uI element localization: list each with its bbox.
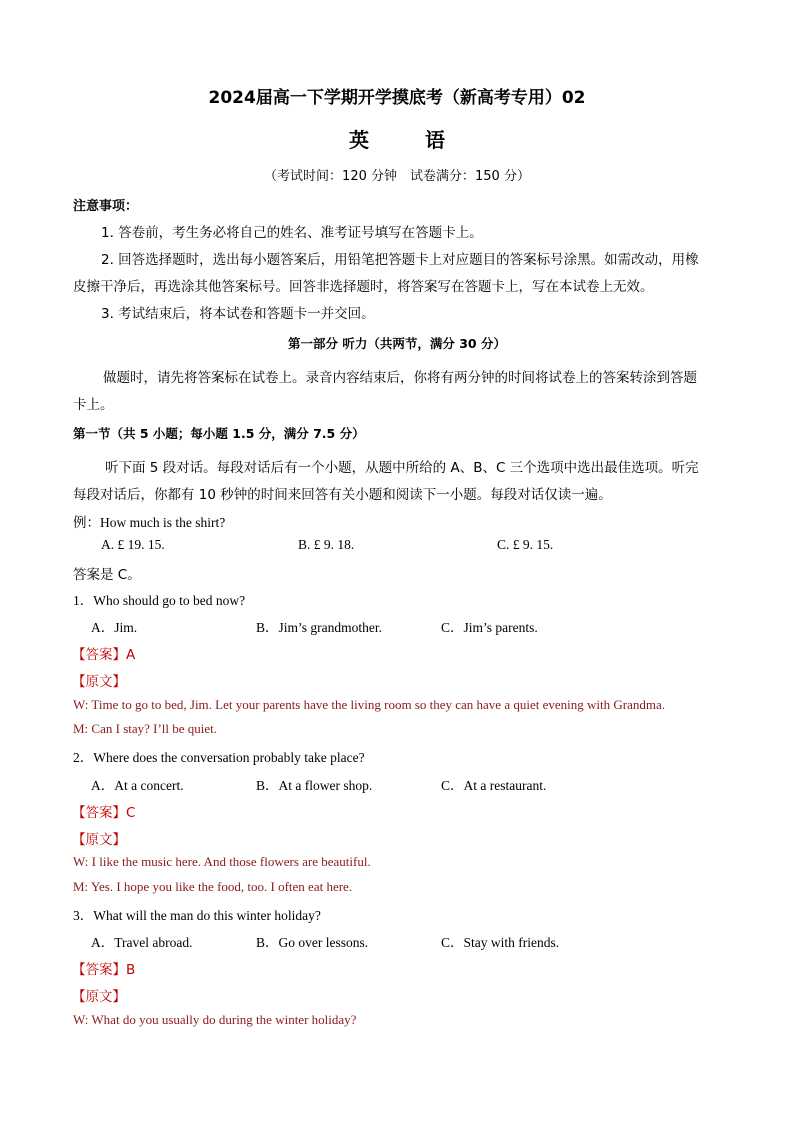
- question-1-transcript-m: M: Can I stay? I’ll be quiet.: [73, 721, 218, 736]
- question-2-transcript-m: M: Yes. I hope you like the food, too. I often eat here.: [73, 879, 353, 894]
- question-1-option-c: C．Jim’s parents.: [441, 620, 538, 635]
- question-1-answer: 【答案】A: [72, 647, 136, 663]
- question-3-answer: 【答案】B: [72, 962, 136, 978]
- subject-char-2: 语: [425, 128, 445, 152]
- part1-heading: 第一部分 听力（共两节，满分 30 分）: [288, 336, 506, 351]
- question-3-option-b: B．Go over lessons.: [256, 935, 369, 950]
- section1-instruction-a: 听下面 5 段对话。每段对话后有一个小题，从题中所给的 A、B、C 三个选项中选出最佳选项。听完: [105, 460, 699, 476]
- question-3-original-label: 【原文】: [72, 989, 126, 1005]
- question-1-option-a: A．Jim.: [91, 620, 138, 635]
- question-2-option-a: A．At a concert.: [91, 778, 184, 793]
- section1-heading: 第一节（共 5 小题；每小题 1.5 分，满分 7.5 分）: [73, 426, 365, 441]
- example-question: 例：How much is the shirt?: [73, 515, 226, 530]
- notice-item-2b: 皮擦干净后，再选涂其他答案标号。回答非选择题时，将答案写在答题卡上，写在本试卷上无效。: [73, 279, 654, 295]
- example-answer: 答案是 C。: [73, 567, 141, 583]
- notice-heading: 注意事项：: [73, 199, 139, 214]
- question-2-answer: 【答案】C: [72, 805, 136, 821]
- example-option-a: A. £ 19. 15.: [101, 537, 165, 552]
- part1-instruction-b: 卡上。: [73, 397, 114, 413]
- example-option-b: B. £ 9. 18.: [298, 537, 355, 552]
- exam-title: 2024届高一下学期开学摸底考（新高考专用）02: [208, 88, 586, 108]
- question-2-original-label: 【原文】: [72, 832, 126, 848]
- part1-instruction-a: 做题时，请先将答案标在试卷上。录音内容结束后，你将有两分钟的时间将试卷上的答案转涂到答题: [103, 370, 697, 386]
- section1-instruction-b: 每段对话后，你都有 10 秒钟的时间来回答有关小题和阅读下一小题。每段对话仅读一遍。: [73, 487, 612, 503]
- question-2-option-c: C．At a restaurant.: [441, 778, 547, 793]
- question-3-option-c: C．Stay with friends.: [441, 935, 560, 950]
- question-2-option-b: B．At a flower shop.: [256, 778, 373, 793]
- question-1-original-label: 【原文】: [72, 674, 126, 690]
- subject-char-1: 英: [349, 128, 369, 152]
- example-option-c: C. £ 9. 15.: [497, 537, 554, 552]
- question-3-option-a: A．Travel abroad.: [91, 935, 193, 950]
- notice-item-1: 1. 答卷前，考生务必将自己的姓名、准考证号填写在答题卡上。: [101, 225, 483, 241]
- notice-item-2a: 2. 回答选择题时，选出每小题答案后，用铅笔把答题卡上对应题目的答案标号涂黑。如需改动，用橡: [101, 252, 699, 268]
- exam-meta: （考试时间：120 分钟 试卷满分：150 分）: [264, 169, 530, 184]
- question-1-stem: 1．Who should go to bed now?: [73, 593, 246, 608]
- notice-item-3: 3. 考试结束后，将本试卷和答题卡一并交回。: [101, 306, 375, 322]
- question-1-transcript-w: W: Time to go to bed, Jim. Let your parents have the living room so they can have a quiet evening with Grandma.: [73, 697, 665, 712]
- question-2-transcript-w: W: I like the music here. And those flowers are beautiful.: [73, 854, 371, 869]
- question-3-stem: 3．What will the man do this winter holiday?: [73, 908, 321, 923]
- question-3-transcript-w: W: What do you usually do during the winter holiday?: [73, 1012, 357, 1027]
- subject-heading: [0, 124, 794, 153]
- question-1-option-b: B．Jim’s grandmother.: [256, 620, 382, 635]
- question-2-stem: 2．Where does the conversation probably take place?: [73, 750, 365, 765]
